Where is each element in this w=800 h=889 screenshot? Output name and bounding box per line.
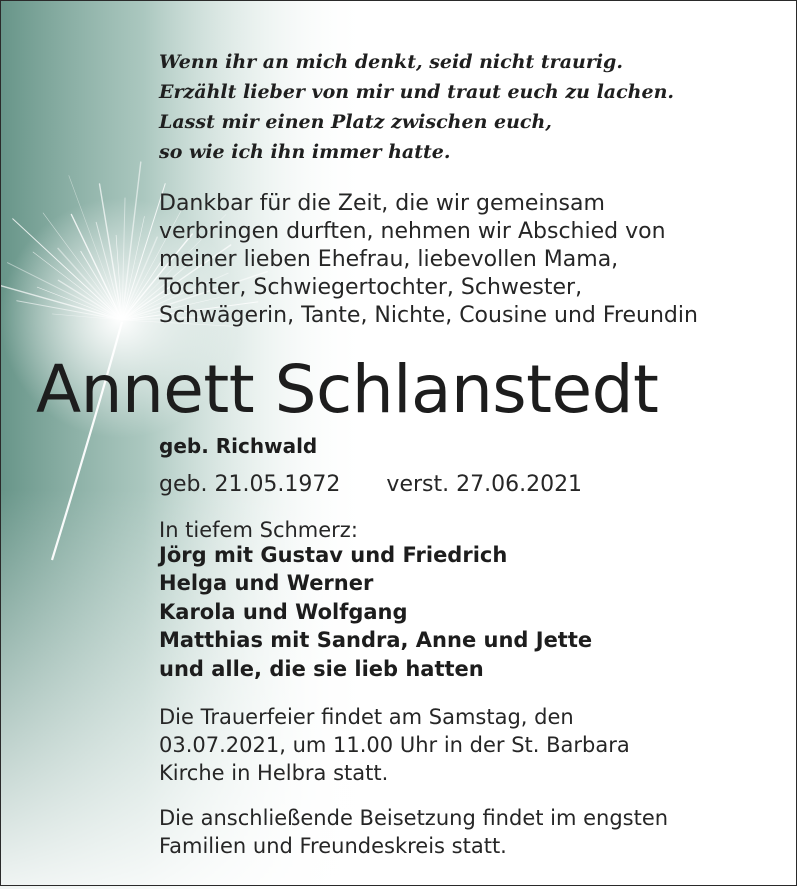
- thanks-text: [159, 190, 698, 330]
- family-member: Jörg mit Gustav und Friedrich: [159, 543, 508, 567]
- poem-line: so wie ich ihn immer hatte.: [159, 141, 451, 163]
- thanks-line: Schwägerin, Tante, Nichte, Cousine und Freundin: [159, 303, 698, 328]
- burial-line: Die anschließende Beisetzung findet im engsten: [159, 806, 669, 830]
- family-list: [159, 541, 592, 683]
- maiden-name: geb. Richwald: [159, 434, 318, 458]
- burial-info: [159, 804, 668, 860]
- funeral-info: [159, 703, 630, 787]
- family-member: und alle, die sie lieb hatten: [159, 656, 484, 681]
- thanks-line: meiner lieben Ehefrau, liebevollen Mama,: [159, 247, 619, 272]
- poem-line: Lasst mir einen Platz zwischen euch,: [159, 111, 552, 133]
- poem-line: Wenn ihr an mich denkt, seid nicht traurig.: [159, 51, 623, 73]
- family-member: Karola und Wolfgang: [159, 599, 408, 624]
- poem-line: Erzählt lieber von mir und traut euch zu lachen.: [159, 81, 675, 103]
- family-member: Helga und Werner: [159, 571, 374, 596]
- thanks-line: verbringen durften, nehmen wir Abschied von: [159, 219, 666, 244]
- funeral-line: Kirche in Helbra statt.: [159, 761, 389, 785]
- mourning-intro: In tiefem Schmerz:: [159, 518, 358, 542]
- funeral-line: 03.07.2021, um 11.00 Uhr in der St. Barbara: [159, 733, 630, 757]
- funeral-line: Die Trauerfeier findet am Samstag, den: [159, 705, 574, 729]
- poem: [159, 47, 674, 167]
- life-dates: [159, 470, 582, 500]
- family-member: Matthias mit Sandra, Anne und Jette: [159, 628, 593, 653]
- deceased-name: Annett Schlanstedt: [36, 351, 659, 428]
- birth-date: geb. 21.05.1972: [159, 472, 341, 497]
- burial-line: Familien und Freundeskreis statt.: [159, 834, 507, 858]
- thanks-line: Dankbar für die Zeit, die wir gemeinsam: [159, 191, 605, 216]
- death-date: verst. 27.06.2021: [386, 472, 583, 497]
- thanks-line: Tochter, Schwiegertochter, Schwester,: [159, 275, 583, 300]
